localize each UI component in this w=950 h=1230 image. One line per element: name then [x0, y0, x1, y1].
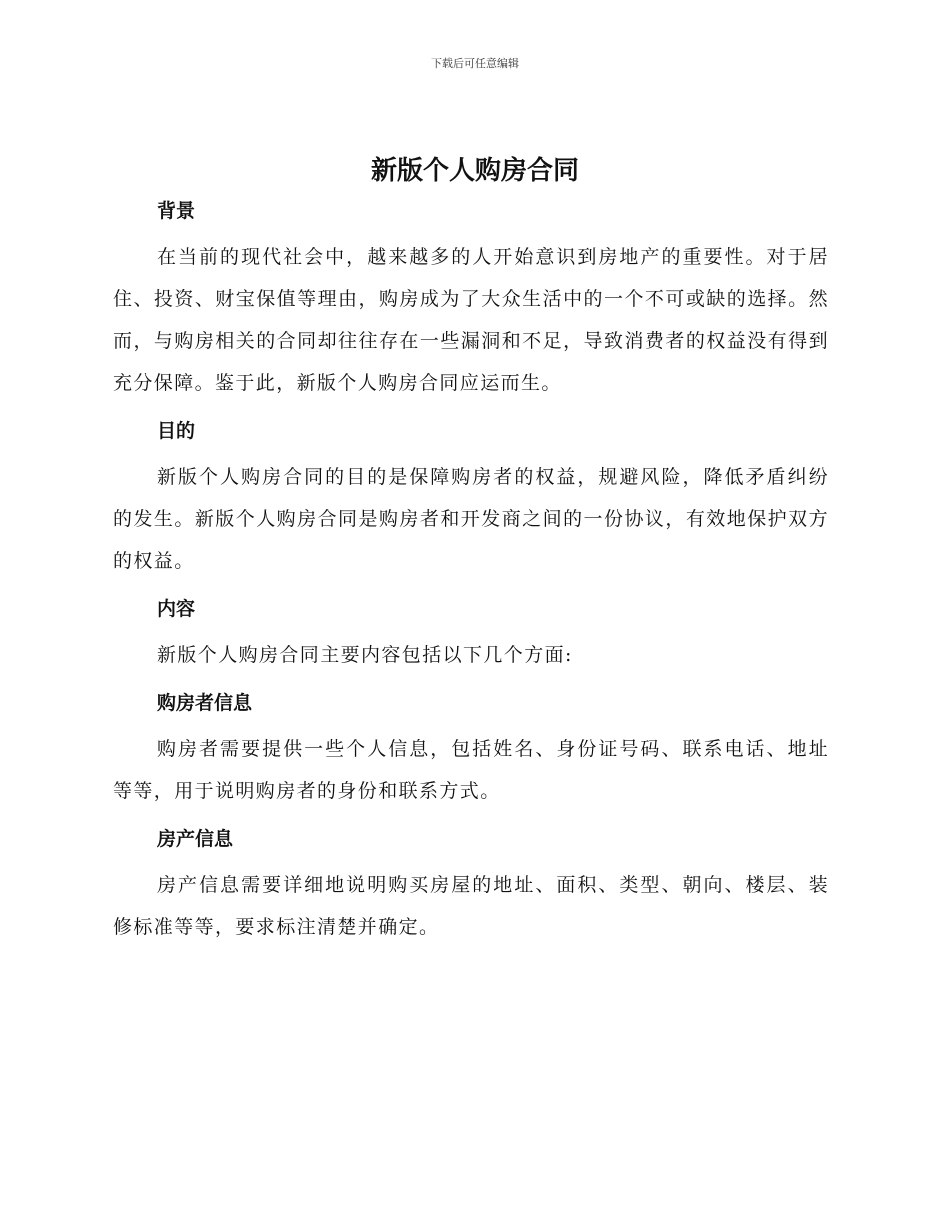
section-heading: 内容	[157, 598, 196, 620]
section-background	[113, 196, 829, 404]
section-property-info	[113, 824, 829, 948]
document-title: 新版个人购房合同	[370, 156, 579, 186]
section-heading: 房产信息	[157, 828, 234, 850]
section-paragraph: 新版个人购房合同的目的是保障购房者的权益，规避风险，降低矛盾纠纷的发生。新版个人购房合同是购房者和开发商之间的一份协议，有效地保护双方的权益。	[113, 466, 829, 572]
section-content	[113, 594, 829, 676]
section-paragraph: 新版个人购房合同主要内容包括以下几个方面:	[157, 644, 573, 666]
section-heading: 购房者信息	[157, 692, 253, 714]
document-body	[113, 196, 829, 948]
section-paragraph: 在当前的现代社会中，越来越多的人开始意识到房地产的重要性。对于居住、投资、财宝保值等理由，购房成为了大众生活中的一个不可或缺的选择。然而，与购房相关的合同却往往存在一些漏洞和不足，导致消费者的权益没有得到充分保障。鉴于此，新版个人购房合同应运而生。	[113, 246, 829, 394]
section-purpose	[113, 416, 829, 582]
section-buyer-info	[113, 688, 829, 812]
section-heading: 背景	[157, 200, 196, 222]
section-paragraph: 购房者需要提供一些个人信息，包括姓名、身份证号码、联系电话、地址等等，用于说明购房者的身份和联系方式。	[113, 738, 829, 802]
header-note: 下载后可任意编辑	[431, 57, 519, 70]
section-heading: 目的	[157, 420, 196, 442]
section-paragraph: 房产信息需要详细地说明购买房屋的地址、面积、类型、朝向、楼层、装修标准等等，要求标注清楚并确定。	[113, 874, 829, 938]
